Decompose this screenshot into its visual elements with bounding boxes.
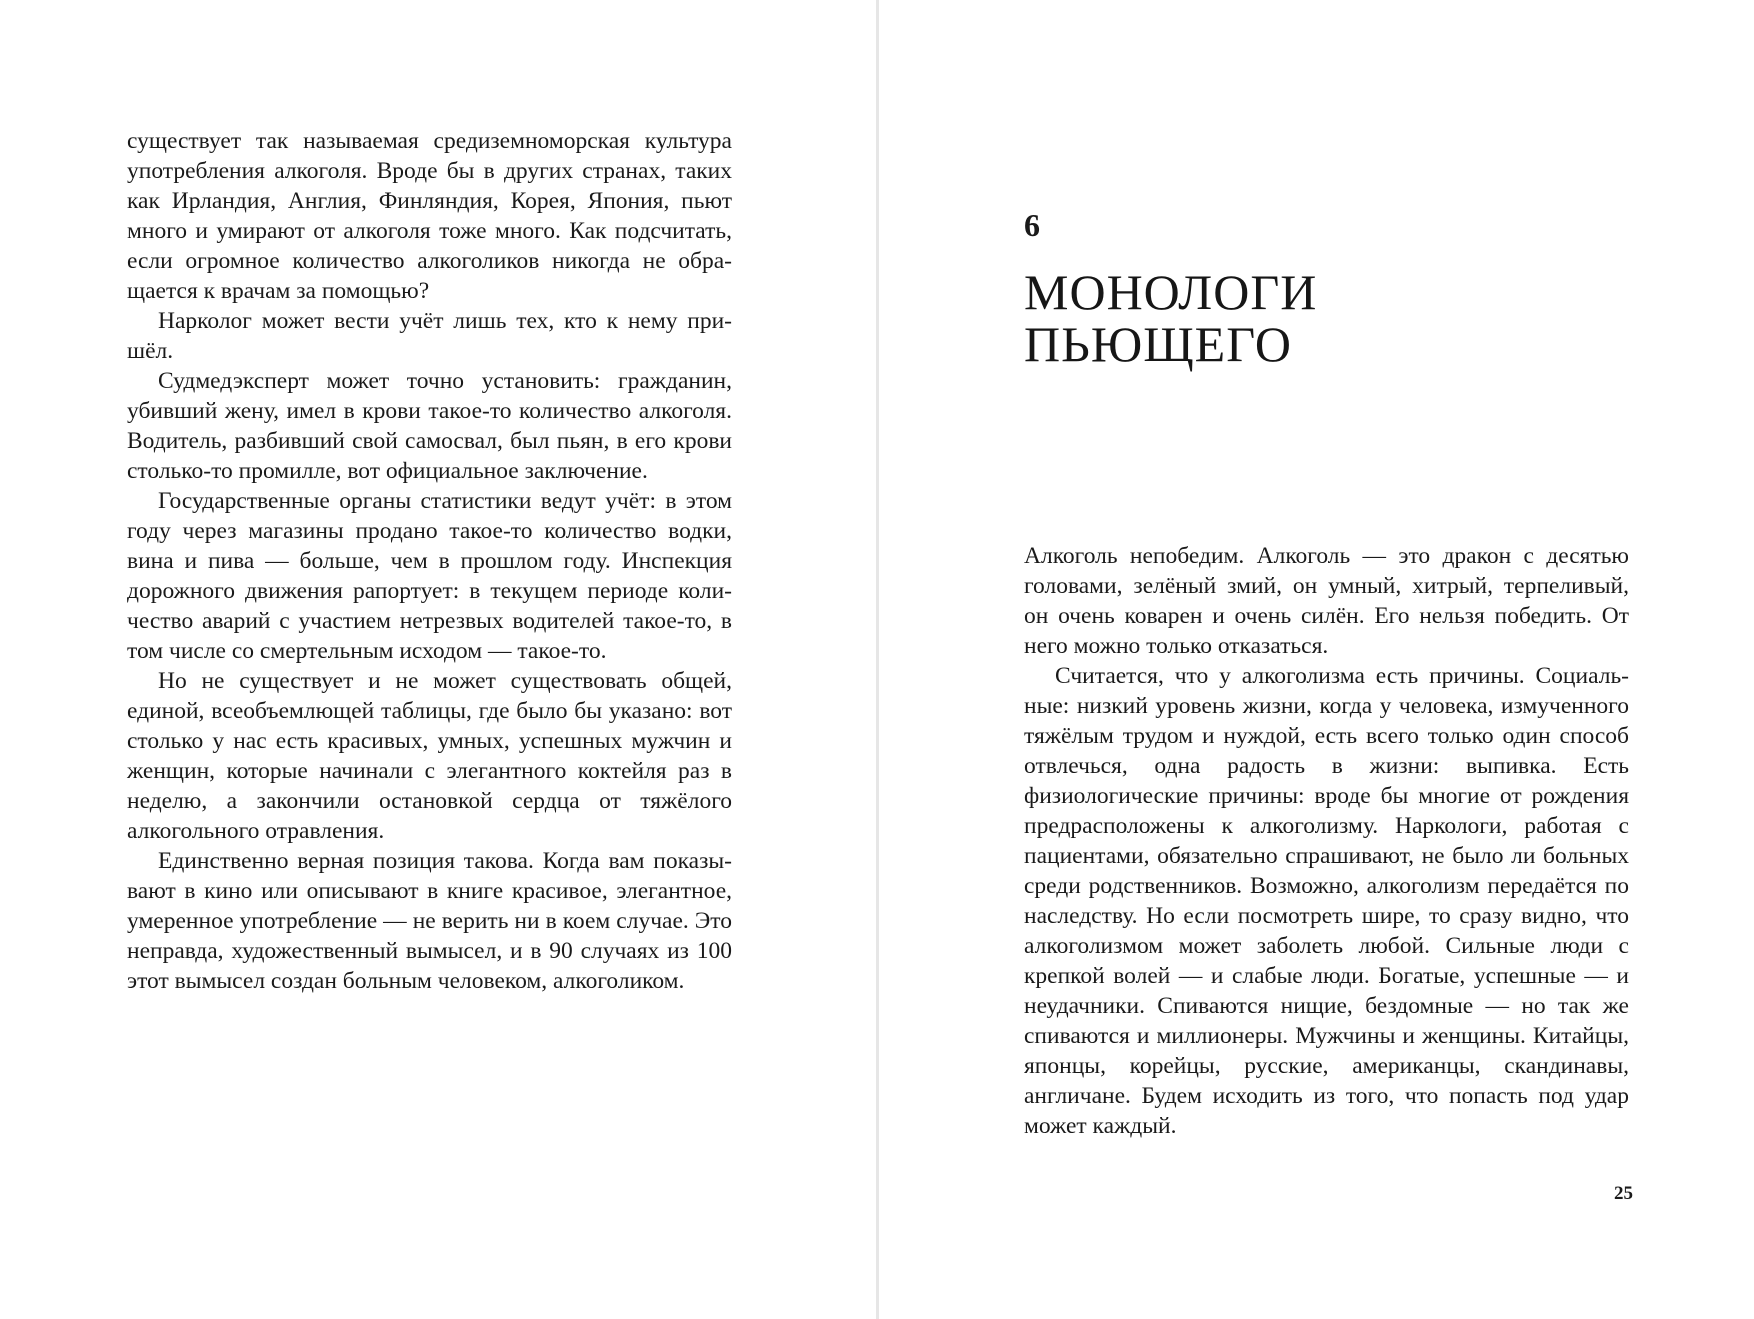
- paragraph: Единственно верная позиция такова. Когда вам показывают в кино или описывают в книге красивое, элегантное, умеренное употребление — не верить ни в коем случае. Это неправда, художественный вымысел, и в 90 случаях из 100 этот вымысел создан больным человеком, алкоголиком.: [127, 848, 732, 994]
- paragraph: Алкоголь непобедим. Алкоголь — это дракон с десятью головами, зелёный змий, он умный, хитрый, терпеливый, он очень коварен и очень силён. Его нельзя победить. От него можно только отказаться.: [1024, 543, 1629, 659]
- paragraph: Считается, что у алкоголизма есть причины. Социальные: низкий уровень жизни, когда у человека, измученного тяжёлым трудом и нуждой, есть всего только один способ отвлечься, одна радость в жизни: выпивка. Есть физиологические причины: вроде бы многие от рождения предрасположены к алкоголизму. Наркологи, работая с пациентами, обязательно спрашивают, не было ли больных среди родственников. Возможно, алкоголизм передаётся по наследству. Но если посмотреть шире, то сразу видно, что алкоголизмом может заболеть любой. Сильные люди с крепкой волей — и слабые люди. Богатые, успешные — и неудачники. Спиваются нищие, бездомные — но так же спиваются и миллионеры. Мужчины и женщины. Китайцы, японцы, корейцы, русские, американцы, скандинавы, англичане. Будем исходить из того, что попасть под удар может каждый.: [1024, 663, 1629, 1139]
- right-page: [879, 0, 1754, 1319]
- paragraph: Судмедэксперт может точно установить: гражданин, убивший жену, имел в крови такое-то количество алкоголя. Водитель, разбивший свой самосвал, был пьян, в его крови столько-то промилле, вот официальное заключение.: [127, 368, 732, 484]
- right-page-body: [1024, 541, 1629, 1141]
- paragraph: Государственные органы статистики ведут учёт: в этом году через магазины продано такое-то количество водки, вина и пива — больше, чем в прошлом году. Инспекция дорожного движения рапортует: в текущем периоде количество аварий с участием нетрезвых водителей такое-то, в том числе со смертельным исходом — такое-то.: [127, 488, 732, 664]
- chapter-title-line: МОНОЛОГИ: [1024, 264, 1318, 320]
- paragraph: Но не существует и не может существовать общей, единой, всеобъемлющей таблицы, где было бы указано: вот столько у нас есть красивых, умных, успешных мужчин и женщин, которые начинали с элегантного коктейля раз в неделю, а закончили остановкой сердца от тяжёлого алкогольного отравления.: [127, 668, 732, 844]
- chapter-title: [1024, 266, 1664, 370]
- left-page: [0, 0, 876, 1319]
- paragraph: Нарколог может вести учёт лишь тех, кто к нему пришёл.: [127, 308, 732, 364]
- page-number: 25: [1614, 1183, 1633, 1204]
- left-page-body: [127, 126, 732, 996]
- chapter-number: 6: [1024, 207, 1040, 243]
- chapter-title-line: ПЬЮЩЕГО: [1024, 316, 1292, 372]
- paragraph: существует так называемая средиземноморская культура употребления алкоголя. Вроде бы в других странах, таких как Ирландия, Англия, Финляндия, Корея, Япония, пьют много и умирают от алкоголя тоже много. Как подсчитать, если огромное количество алкоголиков никогда не обращается к врачам за помощью?: [127, 128, 732, 304]
